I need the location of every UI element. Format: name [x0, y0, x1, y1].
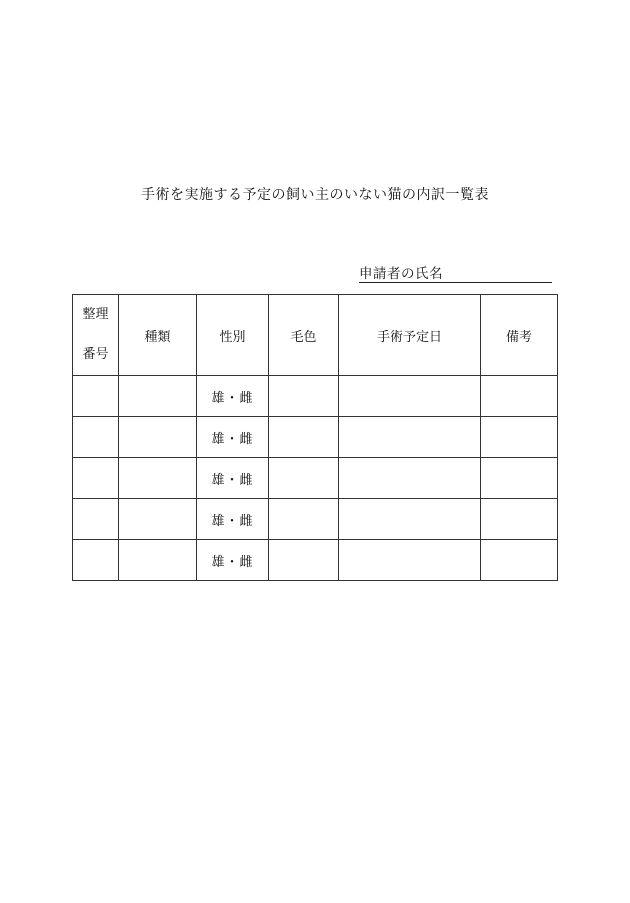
cell-type[interactable] — [119, 540, 197, 581]
cell-number[interactable] — [73, 417, 119, 458]
cell-number[interactable] — [73, 499, 119, 540]
cell-coat-color[interactable] — [269, 499, 339, 540]
cell-remarks[interactable] — [481, 417, 558, 458]
header-sex: 性別 — [197, 295, 269, 376]
cell-coat-color[interactable] — [269, 458, 339, 499]
sex-options: 雄・雌 — [211, 431, 254, 447]
cell-coat-color[interactable] — [269, 417, 339, 458]
cell-sex[interactable] — [197, 540, 269, 581]
cell-type[interactable] — [119, 376, 197, 417]
cell-remarks[interactable] — [481, 499, 558, 540]
header-number-line2: 番号 — [82, 347, 109, 362]
cell-number[interactable] — [73, 376, 119, 417]
table-header-row — [73, 295, 558, 376]
header-surgery-date: 手術予定日 — [339, 295, 481, 376]
table-row — [73, 376, 558, 417]
cell-surgery-date[interactable] — [339, 417, 481, 458]
cell-surgery-date[interactable] — [339, 458, 481, 499]
cell-surgery-date[interactable] — [339, 376, 481, 417]
cell-remarks[interactable] — [481, 458, 558, 499]
cell-number[interactable] — [73, 458, 119, 499]
cell-sex[interactable] — [197, 417, 269, 458]
table-row — [73, 499, 558, 540]
cell-sex[interactable] — [197, 376, 269, 417]
header-type: 種類 — [119, 295, 197, 376]
cell-type[interactable] — [119, 458, 197, 499]
applicant-name-label: 申請者の氏名 — [359, 266, 443, 282]
sex-options: 雄・雌 — [211, 390, 254, 406]
cell-surgery-date[interactable] — [339, 540, 481, 581]
cell-sex[interactable] — [197, 499, 269, 540]
cell-sex[interactable] — [197, 458, 269, 499]
header-remarks: 備考 — [481, 295, 558, 376]
cell-number[interactable] — [73, 540, 119, 581]
table-row — [73, 417, 558, 458]
sex-options: 雄・雌 — [211, 472, 254, 488]
sex-options: 雄・雌 — [211, 554, 254, 570]
sex-options: 雄・雌 — [211, 513, 254, 529]
cell-surgery-date[interactable] — [339, 499, 481, 540]
header-number — [73, 295, 119, 376]
header-number-line1: 整理 — [82, 307, 109, 322]
cell-type[interactable] — [119, 499, 197, 540]
table-row — [73, 458, 558, 499]
document-title: 手術を実施する予定の飼い主のいない猫の内訳一覧表 — [141, 187, 489, 203]
cell-type[interactable] — [119, 417, 197, 458]
table-row — [73, 540, 558, 581]
cell-remarks[interactable] — [481, 376, 558, 417]
header-coat-color: 毛色 — [269, 295, 339, 376]
applicant-name-field[interactable] — [359, 266, 552, 283]
cell-remarks[interactable] — [481, 540, 558, 581]
cell-coat-color[interactable] — [269, 376, 339, 417]
cell-coat-color[interactable] — [269, 540, 339, 581]
cat-list-table — [72, 294, 558, 581]
